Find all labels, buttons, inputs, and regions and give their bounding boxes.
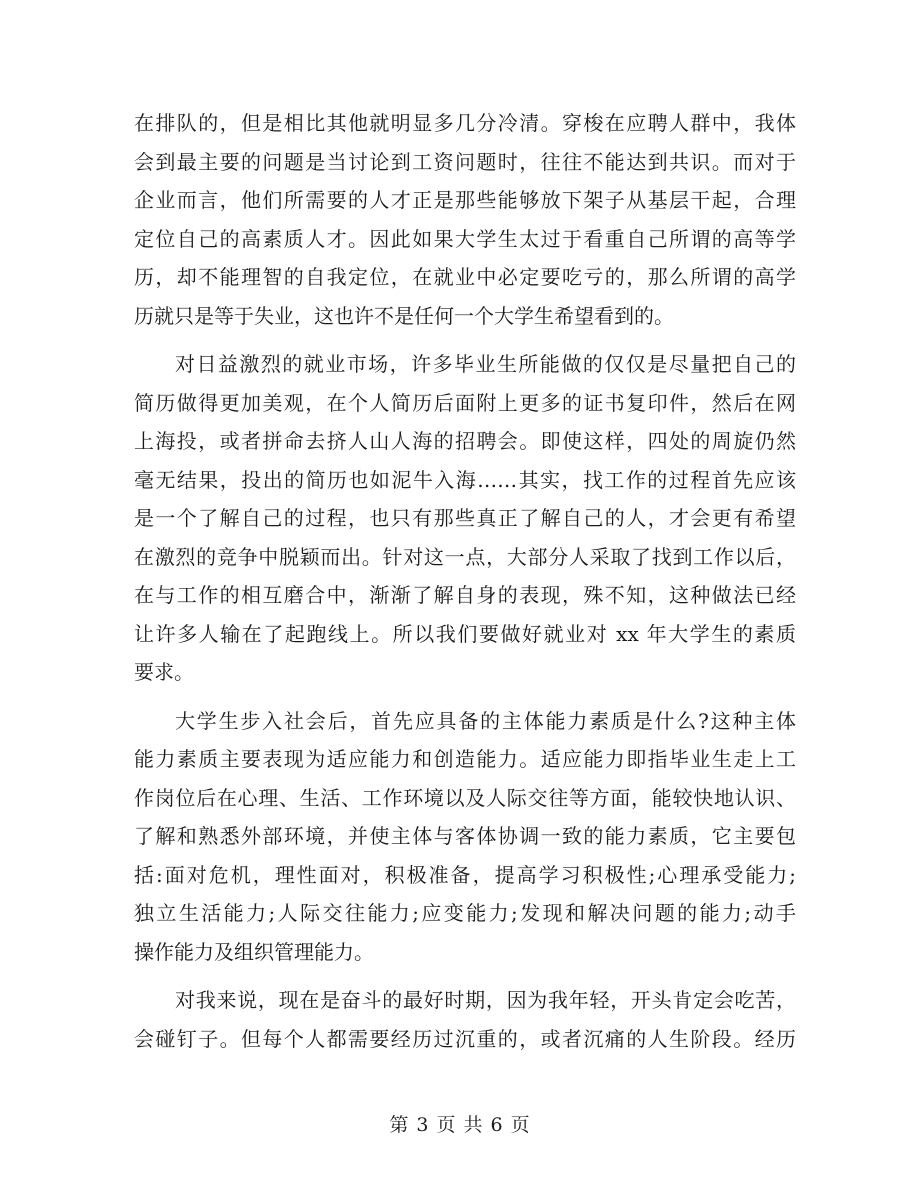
text-line: 上海投，或者拼命去挤人山人海的招聘会。即使这样，四处的周旋仍然: [134, 429, 796, 453]
text-line: 会到最主要的问题是当讨论到工资问题时，往往不能达到共识。而对于: [134, 149, 796, 174]
text-line: 企业而言，他们所需要的人才正是那些能够放下架子从基层干起，合理: [134, 188, 796, 212]
body-text: [134, 104, 796, 1058]
text-line: 对日益激烈的就业市场，许多毕业生所能做的仅仅是尽量把自己的: [175, 352, 796, 376]
paragraph-3: [134, 702, 796, 972]
text-line: 定位自己的高素质人才。因此如果大学生太过于看重自己所谓的高等学: [134, 226, 796, 251]
paragraph-4: [134, 981, 796, 1058]
text-line: 是一个了解自己的过程，也只有那些真正了解自己的人，才会更有希望: [134, 506, 796, 530]
paragraph-1: [134, 104, 796, 335]
text-line: 在排队的，但是相比其他就明显多几分冷清。穿梭在应聘人群中，我体: [134, 111, 796, 135]
text-line: 简历做得更加美观，在个人简历后面附上更多的证书复印件，然后在网: [134, 390, 796, 415]
text-line: 操作能力及组织管理能力。: [134, 939, 374, 964]
text-line: 会碰钉子。但每个人都需要经历过沉重的，或者沉痛的人生阶段。经历: [134, 1026, 796, 1051]
text-line: 对我来说，现在是奋斗的最好时期，因为我年轻，开头肯定会吃苦，: [175, 988, 796, 1012]
text-line: 毫无结果，投出的简历也如泥牛入海……其实，找工作的过程首先应该: [134, 467, 796, 492]
text-line: 作岗位后在心理、生活、工作环境以及人际交往等方面，能较快地认识、: [134, 785, 796, 810]
page-footer: 第 3 页 共 6 页: [389, 1114, 531, 1136]
text-line: 能力素质主要表现为适应能力和创造能力。适应能力即指毕业生走上工: [134, 747, 796, 771]
text-line: 独立生活能力;人际交往能力;应变能力;发现和解决问题的能力;动手: [134, 901, 796, 925]
text-line: 在激烈的竞争中脱颖而出。针对这一点，大部分人采取了找到工作以后，: [134, 544, 796, 569]
text-line: 了解和熟悉外部环境，并使主体与客体协调一致的能力素质，它主要包: [134, 824, 796, 848]
text-line: 括:面对危机，理性面对，积极准备，提高学习积极性;心理承受能力;: [134, 862, 796, 887]
text-line: 要求。: [134, 660, 194, 684]
text-line: 历就只是等于失业，这也许不是任何一个大学生希望看到的。: [134, 303, 674, 328]
text-line: 在与工作的相互磨合中，渐渐了解自身的表现，殊不知，这种做法已经: [134, 583, 796, 607]
text-line: 大学生步入社会后，首先应具备的主体能力素质是什么?这种主体: [175, 708, 796, 733]
text-line: 让许多人输在了起跑线上。所以我们要做好就业对 xx 年大学生的素质: [134, 621, 796, 646]
text-line: 历，却不能理智的自我定位，在就业中必定要吃亏的，那么所谓的高学: [134, 265, 796, 289]
paragraph-2: [134, 345, 796, 692]
